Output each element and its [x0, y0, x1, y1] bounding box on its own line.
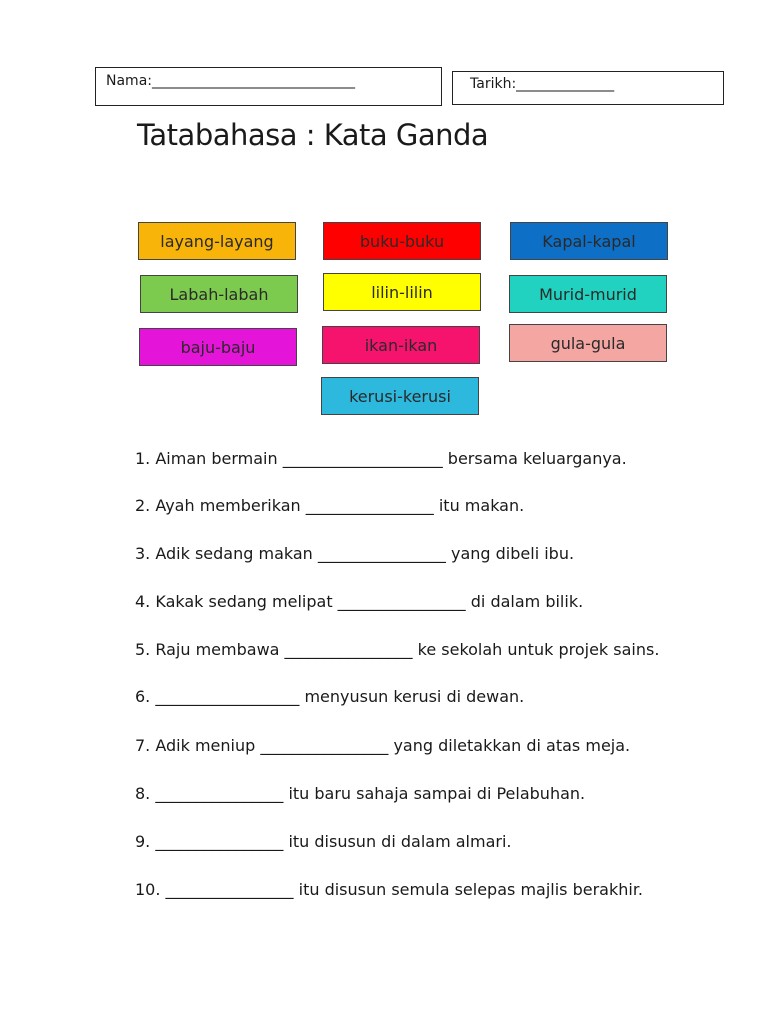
word-card[interactable]: [323, 222, 481, 260]
word-label: layang-layang: [160, 231, 274, 251]
name-field[interactable]: [95, 67, 442, 106]
word-label: Labah-labah: [169, 284, 269, 304]
word-card[interactable]: [509, 275, 667, 313]
word-label: lilin-lilin: [371, 282, 433, 302]
word-card[interactable]: [140, 275, 298, 313]
word-label: Kapal-kapal: [542, 231, 636, 251]
question-item: 6. __________________ menyusun kerusi di dewan.: [135, 687, 525, 706]
question-item: 8. ________________ itu baru sahaja sampai di Pelabuhan.: [135, 784, 586, 803]
word-card[interactable]: [322, 326, 480, 364]
question-item: 7. Adik meniup ________________ yang diletakkan di atas meja.: [135, 736, 631, 755]
word-card[interactable]: [323, 273, 481, 311]
question-item: 10. ________________ itu disusun semula selepas majlis berakhir.: [135, 880, 644, 899]
question-item: 9. ________________ itu disusun di dalam almari.: [135, 832, 512, 851]
date-field[interactable]: [452, 71, 724, 105]
word-label: buku-buku: [359, 231, 445, 251]
worksheet-title: Tatabahasa : Kata Ganda: [137, 118, 489, 152]
word-label: kerusi-kerusi: [349, 386, 451, 406]
name-label: Nama:_____________________________: [106, 73, 355, 89]
word-card[interactable]: [138, 222, 296, 260]
question-item: 2. Ayah memberikan ________________ itu makan.: [135, 496, 525, 515]
question-item: 5. Raju membawa ________________ ke sekolah untuk projek sains.: [135, 640, 660, 659]
question-item: 3. Adik sedang makan ________________ yang dibeli ibu.: [135, 544, 575, 563]
question-item: 4. Kakak sedang melipat ________________ di dalam bilik.: [135, 592, 584, 611]
word-card[interactable]: [139, 328, 297, 366]
word-label: Murid-murid: [539, 284, 637, 304]
word-card[interactable]: [321, 377, 479, 415]
word-card[interactable]: [510, 222, 668, 260]
date-label: Tarikh:______________: [470, 76, 615, 92]
word-label: ikan-ikan: [364, 335, 438, 355]
word-label: gula-gula: [550, 333, 626, 353]
word-card[interactable]: [509, 324, 667, 362]
word-label: baju-baju: [180, 337, 256, 357]
question-item: 1. Aiman bermain ____________________ bersama keluarganya.: [135, 449, 627, 468]
